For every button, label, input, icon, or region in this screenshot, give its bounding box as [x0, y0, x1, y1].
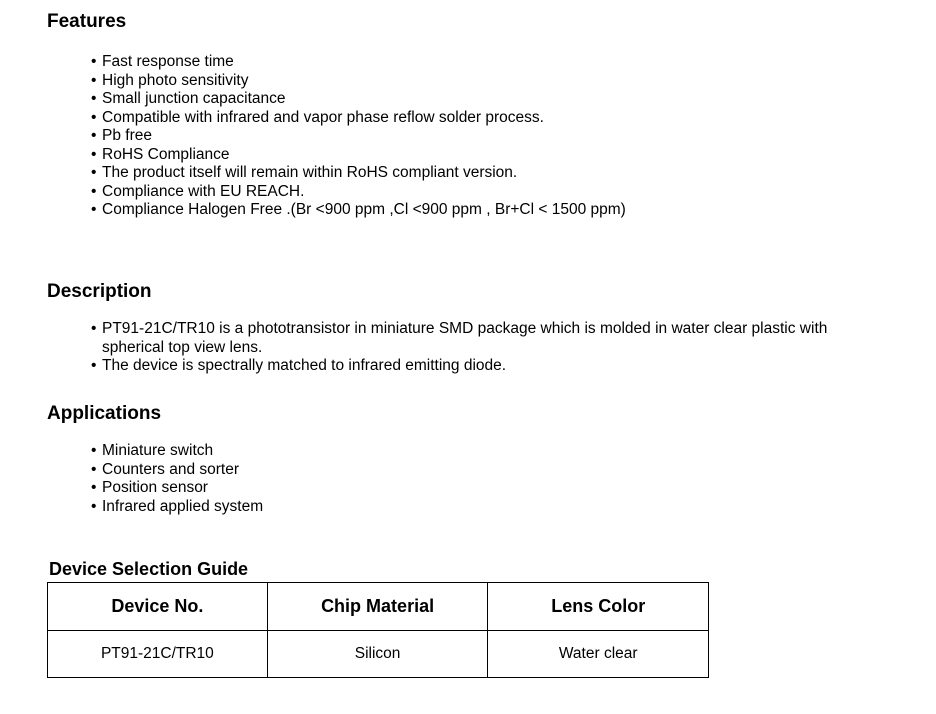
applications-heading: Applications: [47, 403, 162, 424]
applications-list: [91, 442, 891, 516]
device-selection-table: [47, 582, 709, 678]
features-list: [91, 53, 891, 220]
column-header-device-no: Device No.: [48, 583, 268, 631]
list-item: • Compatible with infrared and vapor phase reflow solder process.: [91, 109, 891, 128]
table-header-row: [48, 583, 709, 631]
list-item: • Infrared applied system: [91, 498, 891, 517]
table-cell: Water clear: [488, 631, 709, 678]
list-item: • Small junction capacitance: [91, 90, 891, 109]
description-list: [91, 320, 891, 376]
list-item: • PT91-21C/TR10 is a phototransistor in miniature SMD package which is molded in water clear plastic with spherical top view lens.: [91, 320, 891, 357]
list-item: • Fast response time: [91, 53, 891, 72]
list-item: • High photo sensitivity: [91, 72, 891, 91]
features-heading: Features: [47, 11, 127, 32]
list-item: • Pb free: [91, 127, 891, 146]
list-item: • RoHS Compliance: [91, 146, 891, 165]
list-item: • The product itself will remain within RoHS compliant version.: [91, 164, 891, 183]
column-header-lens-color: Lens Color: [488, 583, 709, 631]
list-item: • Counters and sorter: [91, 461, 891, 480]
list-item: • Position sensor: [91, 479, 891, 498]
table-cell: PT91-21C/TR10: [48, 631, 268, 678]
column-header-chip-material: Chip Material: [267, 583, 488, 631]
list-item: • The device is spectrally matched to infrared emitting diode.: [91, 357, 891, 376]
description-heading: Description: [47, 281, 152, 302]
list-item: • Compliance with EU REACH.: [91, 183, 891, 202]
list-item: • Miniature switch: [91, 442, 891, 461]
device-selection-guide-title: Device Selection Guide: [49, 559, 249, 579]
table-row: [48, 631, 709, 678]
table-cell: Silicon: [267, 631, 488, 678]
list-item: • Compliance Halogen Free .(Br <900 ppm ,Cl <900 ppm , Br+Cl < 1500 ppm): [91, 201, 891, 220]
